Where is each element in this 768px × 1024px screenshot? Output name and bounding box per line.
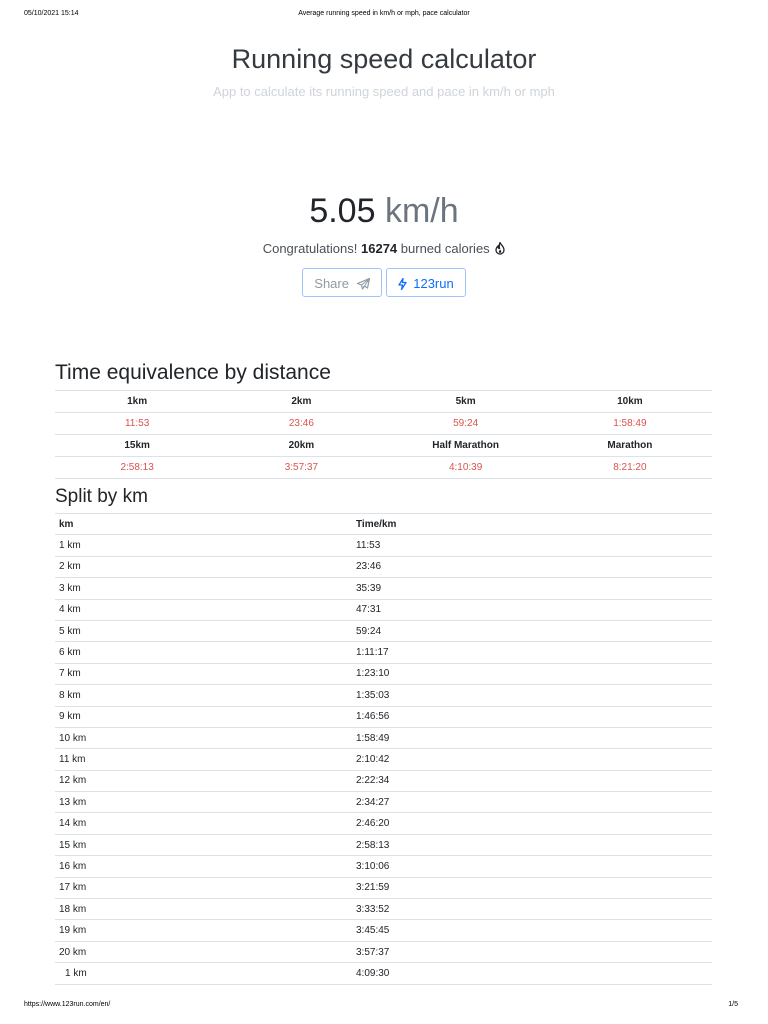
- table-row: [55, 706, 712, 727]
- share-label: Share: [314, 276, 349, 291]
- distance-label: 1km: [55, 391, 219, 413]
- page-subtitle: App to calculate its running speed and pace in km/h or mph: [213, 84, 555, 99]
- split-km: 1 km: [55, 963, 352, 984]
- distance-time: 1:58:49: [548, 413, 712, 435]
- print-url: https://www.123run.com/en/: [24, 1001, 111, 1008]
- distance-label: 15km: [55, 435, 219, 457]
- split-km: 2 km: [55, 556, 352, 577]
- split-time: 2:10:42: [352, 749, 712, 770]
- split-km: 4 km: [55, 599, 352, 620]
- split-km: 18 km: [55, 899, 352, 920]
- table-row: [55, 727, 712, 748]
- split-time: 1:35:03: [352, 685, 712, 706]
- table-row: [55, 556, 712, 577]
- equivalence-value-row: [55, 413, 712, 435]
- split-time: 11:53: [352, 535, 712, 556]
- table-row: [55, 770, 712, 791]
- table-row: [55, 813, 712, 834]
- equivalence-table: [55, 390, 712, 479]
- distance-time: 4:10:39: [384, 457, 548, 479]
- split-time: 1:46:56: [352, 706, 712, 727]
- table-row: [55, 834, 712, 855]
- split-time: 1:11:17: [352, 642, 712, 663]
- split-km: 10 km: [55, 727, 352, 748]
- distance-label: 20km: [219, 435, 383, 457]
- split-time: 1:23:10: [352, 663, 712, 684]
- split-time: 3:21:59: [352, 877, 712, 898]
- print-header: [0, 10, 768, 22]
- split-km: 14 km: [55, 813, 352, 834]
- table-row: [55, 899, 712, 920]
- split-km: 15 km: [55, 834, 352, 855]
- table-row: [55, 792, 712, 813]
- split-km: 13 km: [55, 792, 352, 813]
- speed-unit: km/h: [384, 192, 459, 230]
- page-number: 1/5: [728, 1001, 738, 1008]
- table-row: [55, 599, 712, 620]
- split-km: 17 km: [55, 877, 352, 898]
- split-km: 12 km: [55, 770, 352, 791]
- split-km: 8 km: [55, 685, 352, 706]
- split-time: 2:46:20: [352, 813, 712, 834]
- flame-icon: [495, 242, 505, 258]
- split-time: 2:22:34: [352, 770, 712, 791]
- table-row: [55, 749, 712, 770]
- speed-value: 5.05: [309, 192, 376, 230]
- split-body: [55, 535, 712, 984]
- calories-value: 16274: [361, 241, 398, 256]
- distance-time: 2:58:13: [55, 457, 219, 479]
- lightning-icon: [398, 278, 407, 290]
- print-footer: [0, 1001, 768, 1013]
- split-time: 1:58:49: [352, 727, 712, 748]
- table-row: [55, 535, 712, 556]
- table-row: [55, 856, 712, 877]
- split-time: 2:58:13: [352, 834, 712, 855]
- table-row: [55, 941, 712, 962]
- print-date: 05/10/2021 15:14: [24, 10, 79, 17]
- split-km: 3 km: [55, 578, 352, 599]
- equivalence-label-row: [55, 391, 712, 413]
- share-button[interactable]: [302, 268, 381, 297]
- split-time: 47:31: [352, 599, 712, 620]
- calories-label: burned calories: [400, 241, 490, 256]
- action-buttons: [0, 268, 768, 297]
- split-time: 4:09:30: [352, 963, 712, 984]
- equivalence-label-row: [55, 435, 712, 457]
- split-km: 6 km: [55, 642, 352, 663]
- distance-label: 5km: [384, 391, 548, 413]
- table-row: [55, 685, 712, 706]
- column-header-km: km: [55, 514, 352, 535]
- split-km: 5 km: [55, 620, 352, 641]
- split-time: 3:45:45: [352, 920, 712, 941]
- split-km: 16 km: [55, 856, 352, 877]
- equivalence-value-row: [55, 457, 712, 479]
- distance-label: 10km: [548, 391, 712, 413]
- distance-label: 2km: [219, 391, 383, 413]
- calories-message: [0, 241, 768, 258]
- distance-time: 23:46: [219, 413, 383, 435]
- table-row: [55, 642, 712, 663]
- table-row: [55, 963, 712, 984]
- page-title: Running speed calculator: [231, 44, 537, 74]
- split-km: 9 km: [55, 706, 352, 727]
- split-time: 23:46: [352, 556, 712, 577]
- speed-result: [0, 192, 768, 231]
- split-km: 20 km: [55, 941, 352, 962]
- split-title: Split by km: [55, 486, 148, 507]
- table-row: [55, 578, 712, 599]
- distance-label: Marathon: [548, 435, 712, 457]
- split-time: 35:39: [352, 578, 712, 599]
- column-header-time: Time/km: [352, 514, 712, 535]
- table-row: [55, 920, 712, 941]
- table-row: [55, 620, 712, 641]
- equivalence-title: Time equivalence by distance: [55, 361, 331, 384]
- 123run-label: 123run: [413, 276, 454, 291]
- distance-time: 3:57:37: [219, 457, 383, 479]
- split-header-row: [55, 514, 712, 535]
- distance-label: Half Marathon: [384, 435, 548, 457]
- distance-time: 8:21:20: [548, 457, 712, 479]
- split-time: 3:33:52: [352, 899, 712, 920]
- split-table: [55, 513, 712, 985]
- split-km: 7 km: [55, 663, 352, 684]
- print-title: Average running speed in km/h or mph, pace calculator: [298, 10, 470, 17]
- split-km: 1 km: [55, 535, 352, 556]
- distance-time: 59:24: [384, 413, 548, 435]
- split-km: 19 km: [55, 920, 352, 941]
- 123run-button[interactable]: [386, 268, 466, 297]
- paper-plane-icon: [357, 278, 370, 290]
- split-time: 3:10:06: [352, 856, 712, 877]
- split-time: 59:24: [352, 620, 712, 641]
- split-km: 11 km: [55, 749, 352, 770]
- split-time: 2:34:27: [352, 792, 712, 813]
- split-time: 3:57:37: [352, 941, 712, 962]
- table-row: [55, 877, 712, 898]
- distance-time: 11:53: [55, 413, 219, 435]
- congrats-text: Congratulations!: [262, 241, 358, 256]
- table-row: [55, 663, 712, 684]
